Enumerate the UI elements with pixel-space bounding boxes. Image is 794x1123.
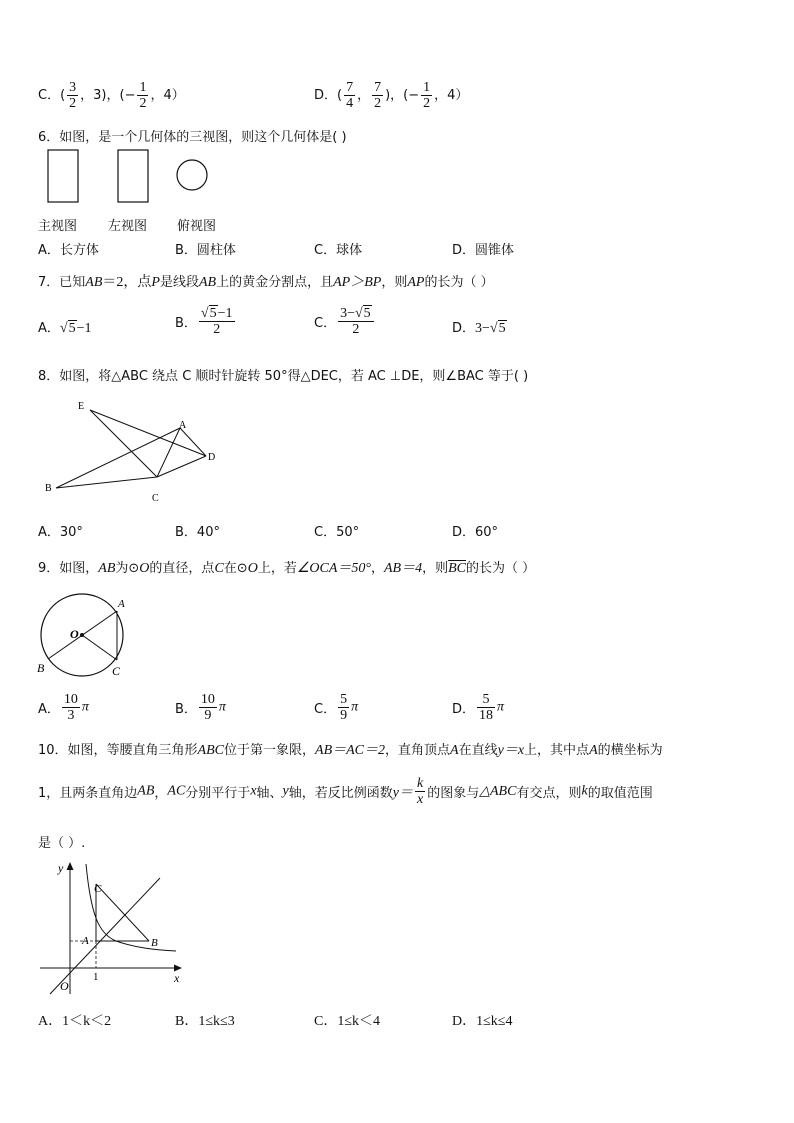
y-axis-arrow [67,862,74,870]
view-label-side: 左视图 [108,219,148,234]
numerator [199,306,235,322]
label-b: B [37,661,45,675]
radius-oc [82,635,117,660]
q10-text: 的图象与 [427,786,480,801]
q10-option-d: D．1≤k≤4 [452,1014,513,1029]
q10-text: 上，其中点 [524,743,590,758]
math-y: y [282,783,289,799]
denominator: 3 [67,708,75,723]
fraction [415,776,425,807]
q10-text: 轴，若反比例函数 [288,786,393,801]
option-head: 3− [475,321,490,336]
segment-ba [56,428,180,488]
q10-text: 有交点，则 [516,786,582,801]
q9-text: 的直径，点 [149,561,215,576]
fraction: $\frac{7}{4}$ [346,80,354,111]
sqrt-sign: √ [200,306,209,321]
q5-c-text: ，4） [150,88,185,103]
numerator: 5 [477,692,495,708]
label-b: B [45,483,52,494]
q9-option-a [38,692,89,723]
q9-option-b [175,692,226,723]
q5-d-text: ， [357,88,371,103]
denominator: 18 [479,708,494,723]
circle-figure [34,593,138,685]
q7-option-b [175,306,237,337]
numerator [338,306,374,322]
sqrt-sign: √ [59,321,68,336]
q10-line-2 [38,776,653,807]
label-e: E [78,401,85,412]
label-x: x [174,971,180,985]
q10-line-3: 是（ ）. [38,836,86,851]
segment-dc [157,456,206,477]
label-o: O [70,627,79,641]
option-letter: A． [38,321,60,336]
math-a: A [450,743,459,758]
coordinate-figure [36,856,186,996]
q7-text: ，则 [381,275,408,290]
pi-symbol: π [351,699,359,715]
numerator: 10 [63,692,78,707]
q6-option-b: B．圆柱体 [175,243,236,258]
q10-text: 10．如图，等腰直角三角形 [38,743,198,758]
denominator: 9 [204,708,212,723]
option-tail: −1 [76,321,92,336]
option-letter: B． [175,316,197,331]
sqrt-sign: √ [489,321,498,336]
math-angle: ∠OCA＝50° [296,561,371,576]
math-ab: AB [98,561,116,576]
q7-text: 上的黄金分割点，且 [216,275,334,290]
q9-stem [38,557,535,577]
q6-stem: 6．如图，是一个几何体的三视图，则这个几何体是( ) [38,130,347,145]
math-ab: AB [137,783,155,799]
fraction [477,692,495,723]
math-line: y＝x [497,743,525,758]
fraction: $\frac{1}{2}$ [423,80,431,111]
fraction [199,692,217,723]
segment-ad [180,428,206,456]
q7-option-d [452,317,507,337]
q9-text: 9．如图， [38,561,99,576]
option-letter: C． [314,316,337,331]
q5-d-letter: D．( [314,88,343,103]
q10-text: 的取值范围 [587,786,653,801]
front-view-rect [48,150,78,202]
math-k: k [581,783,588,799]
math-ab: AB [85,275,103,290]
q9-text: ， [370,561,384,576]
pi-symbol: π [497,699,505,715]
denominator: 2 [352,322,360,337]
math-abc: ABC [197,743,224,758]
q10-option-c: C．1≤k＜4 [314,1014,381,1029]
q7-option-a [38,317,92,337]
q5-option-c [38,80,185,111]
q10-text: 在直线 [458,743,498,758]
fraction [199,306,235,337]
q10-text: 位于第一象限， [224,743,316,758]
view-label-front: 主视图 [38,219,78,234]
q8-stem: 8．如图，将△ABC 绕点 C 顺时针旋转 50°得△DEC，若 AC ⊥DE，则∠BAC 等于( ) [38,369,529,384]
label-c: C [94,883,102,895]
radicand: 5 [363,306,371,321]
sqrt-sign: √ [354,306,363,321]
math-p: P [151,275,160,290]
center-dot [80,633,84,637]
q7-option-c [314,306,376,337]
math-equal-sides: AB＝AC＝2 [315,743,386,758]
q7-text: 是线段 [159,275,199,290]
q10-text: ， [154,786,168,801]
denominator: 9 [340,708,348,723]
label-a: A [118,598,125,610]
numerator-head: 3− [340,306,355,321]
q8-option-b: B．40° [175,525,220,540]
math-o: O [247,561,258,576]
q7-text: 的长为（ ） [424,275,494,290]
q5-option-d [314,80,468,111]
math-ap: AP [407,275,425,290]
math-ab: AB [198,275,217,290]
label-a: A [179,420,187,431]
q10-option-a: A．1＜k＜2 [38,1014,112,1029]
q9-text: ，则 [422,561,449,576]
option-letter: C． [314,702,337,717]
pi-symbol: π [218,699,226,715]
math-c: C [214,561,224,576]
label-c: C [112,664,121,678]
q9-text: 为⊙ [115,561,140,576]
q10-text: ，直角顶点 [385,743,451,758]
segment-ed [90,410,206,456]
q5-c-letter: C．( [38,88,66,103]
q9-option-c [314,692,358,723]
q9-text: 上，若 [257,561,297,576]
segment-bc [56,477,157,488]
q10-option-b: B．1≤k≤3 [175,1014,235,1029]
math-condition: AP＞BP [333,275,382,290]
label-d: D [208,452,216,463]
q10-text: 1，且两条直角边 [38,786,138,801]
q10-text: 分别平行于 [185,786,251,801]
q5-c-text: ，3)，(− [80,88,136,103]
label-one: 1 [93,971,99,983]
q6-option-d: D．圆锥体 [452,243,515,258]
q10-line-1 [38,739,663,759]
option-letter: D． [452,321,476,336]
fraction [338,306,374,337]
numerator-tail: −1 [217,306,233,321]
option-letter: A． [38,702,60,717]
top-view-circle [177,160,207,190]
rotation-figure [40,396,230,508]
numerator: 10 [200,692,215,707]
segment-ac [157,428,180,477]
math-arc-bc: $\overline{BC}$ [448,561,467,576]
label-a: A [82,935,89,947]
radicand: 5 [209,306,217,321]
fraction [62,692,80,723]
q5-d-text: ，4） [434,88,469,103]
numerator: k [417,776,424,791]
q10-text: 的横坐标为 [597,743,663,758]
math-x: x [250,783,257,799]
label-o: O [60,979,69,993]
q6-option-a: A．长方体 [38,243,99,258]
fraction: $\frac{3}{2}$ [69,80,77,111]
denominator: 2 [213,322,221,337]
option-letter: D． [452,702,476,717]
q8-option-a: A．30° [38,525,83,540]
q10-text: 轴、 [256,786,283,801]
math-ac: AC [167,783,186,799]
side-view-rect [118,150,148,202]
q7-text: ＝2，点 [102,275,152,290]
hyperbola-curve [86,864,176,951]
fraction [338,692,349,723]
line-y-equals-x [50,878,160,994]
q7-stem [38,271,494,291]
fraction: $\frac{1}{2}$ [139,80,147,111]
pi-symbol: π [81,699,89,715]
radicand: 5 [498,321,506,336]
q8-option-d: D．60° [452,525,499,540]
math-y-equals: y＝ [392,785,413,801]
denominator: x [417,792,424,807]
math-ab-length: AB＝4 [384,561,423,576]
q7-text: 7．已知 [38,275,86,290]
view-label-top: 俯视图 [177,219,217,234]
radicand: 5 [68,321,76,336]
q5-d-text: )，(− [385,88,420,103]
math-triangle: △ABC [479,784,517,799]
q9-text: 的长为（ ） [466,561,536,576]
q9-text: 在⊙ [223,561,248,576]
q9-option-d [452,692,504,723]
q6-option-c: C．球体 [314,243,363,258]
label-y: y [58,861,64,875]
math-a: A [589,743,598,758]
q8-option-c: C．50° [314,525,360,540]
fraction: $\frac{7}{2}$ [374,80,382,111]
math-o: O [139,561,150,576]
label-b: B [151,937,158,949]
numerator: 5 [340,692,348,707]
label-c: C [152,493,159,504]
option-letter: B． [175,702,197,717]
